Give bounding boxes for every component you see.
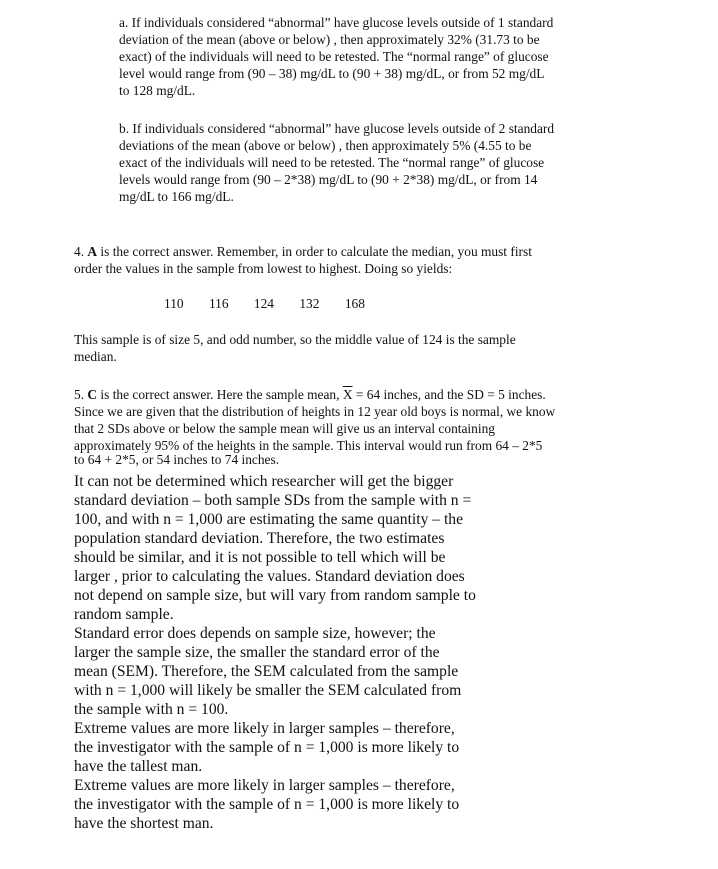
explanation-line: larger the sample size, the smaller the standard error of the bbox=[74, 644, 440, 661]
part-b-line: deviations of the mean (above or below) , then approximately 5% (4.55 to be bbox=[119, 138, 532, 153]
explanation-line: Standard error does depends on sample size, however; the bbox=[74, 625, 436, 642]
part-b-line: levels would range from (90 – 2*38) mg/dL to (90 + 2*38) mg/dL, or from 14 bbox=[119, 172, 538, 187]
part-a-line: exact) of the individuals will need to be retested. The “normal range” of glucose bbox=[119, 49, 549, 64]
explanation-line: larger , prior to calculating the values. Standard deviation does bbox=[74, 568, 465, 585]
explanation-line: 100, and with n = 1,000 are estimating the same quantity – the bbox=[74, 511, 464, 528]
q5-truncated-text: to 64 + 2*5, or 54 inches to 74 inches. bbox=[74, 452, 280, 467]
explanation-line: Extreme values are more likely in larger samples – therefore, bbox=[74, 777, 455, 794]
q5-line: Since we are given that the distribution of heights in 12 year old boys is normal, we know bbox=[74, 404, 556, 419]
q4-answer-letter: A bbox=[87, 244, 98, 259]
q5-line1-text: is the correct answer. Here the sample mean, bbox=[97, 387, 343, 402]
explanation-line: mean (SEM). Therefore, the SEM calculated from the sample bbox=[74, 663, 459, 680]
explanation-line: the sample with n = 100. bbox=[74, 701, 229, 718]
explanation-line: standard deviation – both sample SDs from the sample with n = bbox=[74, 492, 472, 509]
q5-answer-letter: C bbox=[87, 387, 98, 402]
answer-part-a bbox=[119, 14, 553, 99]
q5-truncated-line bbox=[74, 452, 334, 468]
explanation-line: the investigator with the sample of n = 1,000 is more likely to bbox=[74, 796, 460, 813]
q5-line-1 bbox=[74, 386, 555, 403]
part-a-line: to 128 mg/dL. bbox=[119, 83, 196, 98]
part-b-line: b. If individuals considered “abnormal” have glucose levels outside of 2 standard bbox=[119, 121, 555, 136]
explanation-line: random sample. bbox=[74, 606, 174, 623]
q5-line: approximately 95% of the heights in the sample. This interval would run from 64 – 2*5 bbox=[74, 438, 543, 453]
q4-line-2: order the values in the sample from lowest to highest. Doing so yields: bbox=[74, 261, 453, 276]
explanation-text bbox=[74, 472, 476, 833]
explanation-line: Extreme values are more likely in larger samples – therefore, bbox=[74, 720, 455, 737]
explanation-line: population standard deviation. Therefore, the two estimates bbox=[74, 530, 445, 547]
sorted-value: 168 bbox=[344, 296, 365, 311]
part-a-line: a. If individuals considered “abnormal” have glucose levels outside of 1 standard bbox=[119, 15, 554, 30]
explanation-line: not depend on sample size, but will vary from random sample to bbox=[74, 587, 476, 604]
explanation-line: should be similar, and it is not possible to tell which will be bbox=[74, 549, 446, 566]
q5-line: that 2 SDs above or below the sample mean will give us an interval containing bbox=[74, 421, 495, 436]
q4-conclusion-line: median. bbox=[74, 349, 117, 364]
q4-number: 4. bbox=[74, 244, 88, 259]
q5-line1-end: = 64 inches, and the SD = 5 inches. bbox=[352, 387, 546, 402]
q4-line-1 bbox=[74, 243, 532, 260]
sorted-value: 116 bbox=[208, 296, 229, 311]
explanation-line: have the shortest man. bbox=[74, 815, 214, 832]
question-4-answer bbox=[74, 243, 532, 277]
part-a-line: level would range from (90 – 38) mg/dL to (90 + 38) mg/dL, or from 52 mg/dL bbox=[119, 66, 545, 81]
q4-conclusion bbox=[74, 331, 516, 365]
answer-part-b bbox=[119, 120, 554, 205]
explanation-line: with n = 1,000 will likely be smaller the SEM calculated from bbox=[74, 682, 462, 699]
part-a-line: deviation of the mean (above or below) , then approximately 32% (31.73 to be bbox=[119, 32, 540, 47]
q4-line1-text: is the correct answer. Remember, in order to calculate the median, you must first bbox=[97, 244, 532, 259]
sorted-values bbox=[164, 295, 387, 312]
q5-number: 5. bbox=[74, 387, 88, 402]
sorted-value: 132 bbox=[299, 296, 320, 311]
q4-conclusion-line: This sample is of size 5, and odd number, so the middle value of 124 is the sample bbox=[74, 332, 516, 347]
sorted-value: 124 bbox=[253, 296, 274, 311]
sample-mean-symbol: $\overline{X}$ bbox=[342, 387, 353, 402]
sorted-value: 110 bbox=[164, 296, 184, 311]
explanation-line: It can not be determined which researcher will get the bigger bbox=[74, 473, 454, 490]
explanation-line: the investigator with the sample of n = 1,000 is more likely to bbox=[74, 739, 460, 756]
part-b-line: mg/dL to 166 mg/dL. bbox=[119, 189, 234, 204]
part-b-line: exact of the individuals will need to be retested. The “normal range” of glucose bbox=[119, 155, 545, 170]
question-5-answer bbox=[74, 386, 555, 454]
explanation-line: have the tallest man. bbox=[74, 758, 203, 775]
